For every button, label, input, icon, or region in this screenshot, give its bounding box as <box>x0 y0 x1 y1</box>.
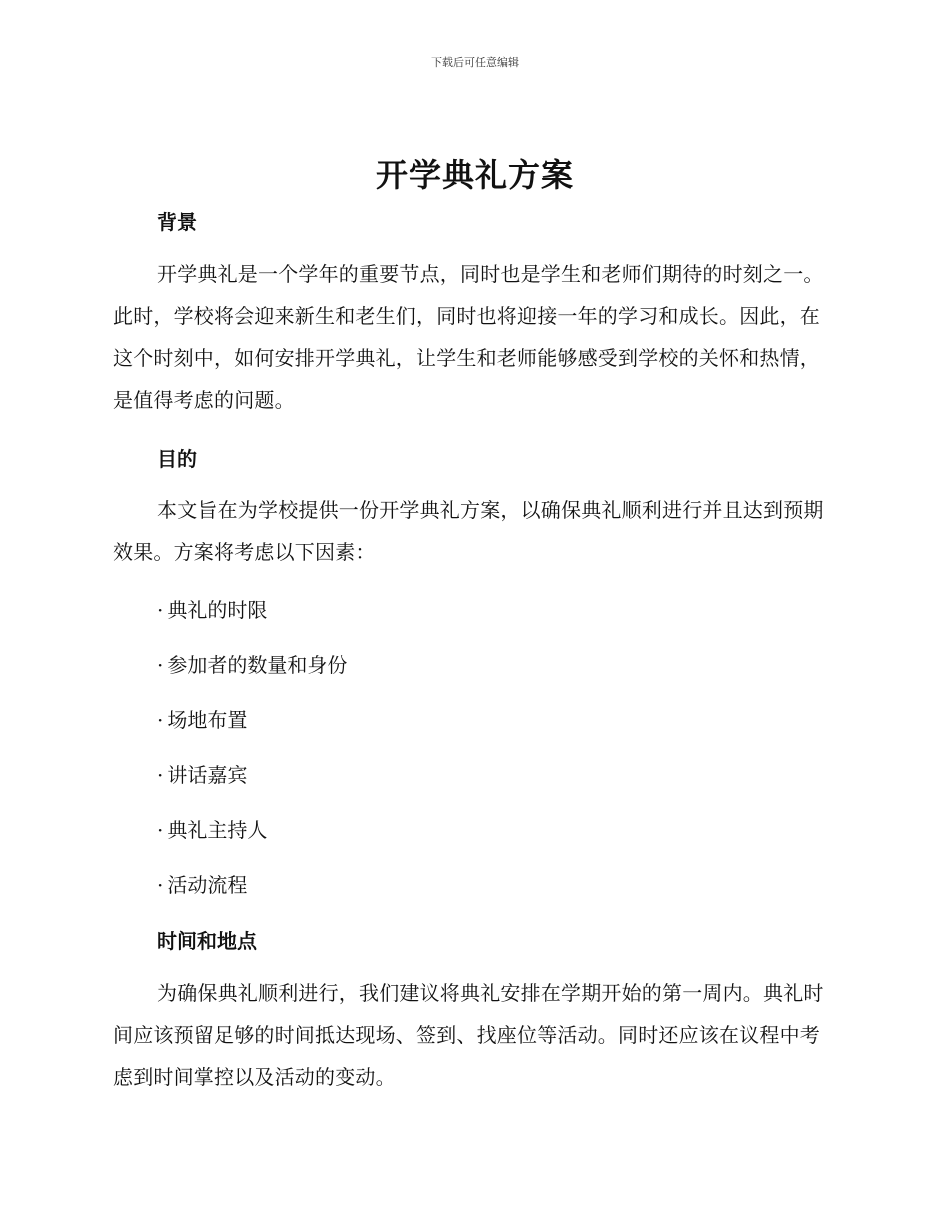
bullet: · <box>157 653 164 677</box>
list-item-text: 讲话嘉宾 <box>167 763 248 787</box>
bullet: · <box>157 598 164 622</box>
list-item <box>157 869 247 898</box>
list-item <box>157 814 267 843</box>
list-item <box>157 649 347 678</box>
paragraph-time-place: 为确保典礼顺利进行，我们建议将典礼安排在学期开始的第一周内。典礼时间应该预留足够的时间抵达现场、签到、找座位等活动。同时还应该在议程中考虑到时间掌控以及活动的变动。 <box>113 981 824 1089</box>
section-heading-time-place: 时间和地点 <box>157 929 257 953</box>
bullet: · <box>157 763 164 787</box>
bullet: · <box>157 818 164 842</box>
list-item-text: 活动流程 <box>167 873 248 897</box>
list-item <box>157 704 247 733</box>
list-item <box>157 594 267 623</box>
list-item-text: 场地布置 <box>167 708 248 732</box>
bullet: · <box>157 708 164 732</box>
list-item-text: 典礼的时限 <box>167 598 268 622</box>
list-item-text: 参加者的数量和身份 <box>167 653 348 677</box>
document-title: 开学典礼方案 <box>375 156 574 194</box>
list-item-text: 典礼主持人 <box>167 818 268 842</box>
page-header-note: 下载后可任意编辑 <box>431 56 519 69</box>
paragraph-background: 开学典礼是一个学年的重要节点，同时也是学生和老师们期待的时刻之一。此时，学校将会迎来新生和老生们，同时也将迎接一年的学习和成长。因此，在这个时刻中，如何安排开学典礼，让学生和老师能够感受到学校的关怀和热情，是值得考虑的问题。 <box>113 262 824 412</box>
section-heading-purpose: 目的 <box>157 447 197 471</box>
list-item <box>157 759 247 788</box>
section-heading-background: 背景 <box>157 210 197 234</box>
paragraph-purpose: 本文旨在为学校提供一份开学典礼方案，以确保典礼顺利进行并且达到预期效果。方案将考虑以下因素： <box>113 498 824 564</box>
bullet: · <box>157 873 164 897</box>
